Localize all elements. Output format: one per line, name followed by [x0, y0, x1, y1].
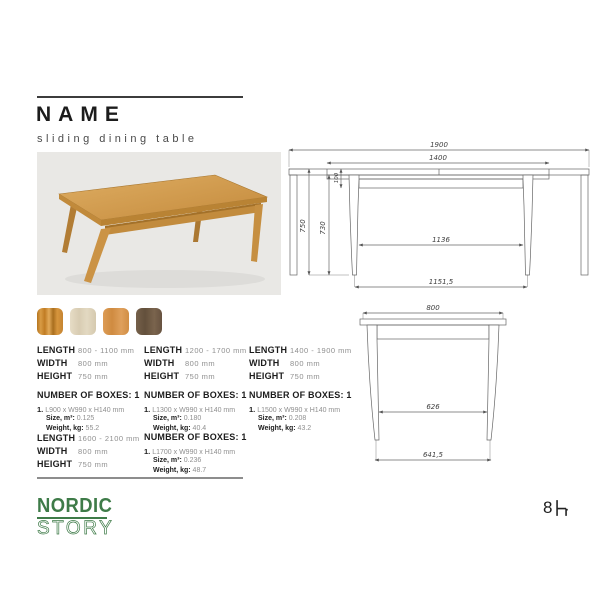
dim-leg-span-inner: 1136	[432, 236, 450, 244]
size-value: 0.208	[288, 415, 307, 422]
swatch-walnut	[136, 308, 162, 335]
height-label: HEIGHT	[249, 371, 285, 381]
table-photo-illustration	[37, 152, 281, 295]
front-view-drawing	[285, 136, 597, 303]
size-value: 0.180	[183, 415, 202, 422]
width-label: WIDTH	[37, 358, 68, 368]
length-value: 1400 - 1900 mm	[290, 346, 352, 355]
spec-block-2	[144, 344, 250, 434]
page-title: NAME	[36, 103, 126, 126]
weight-value: 48.7	[192, 467, 207, 474]
length-value: 1600 - 2100 mm	[78, 434, 140, 443]
height-value: 750 mm	[78, 460, 109, 469]
swatch-oak-natural	[37, 308, 63, 335]
boxes-title: NUMBER OF BOXES: 1	[37, 390, 140, 400]
side-view-drawing	[343, 300, 599, 485]
wood-finish-swatches	[37, 308, 162, 335]
page-footer	[543, 499, 569, 517]
weight-label: Weight, kg:	[258, 425, 296, 432]
box-index: 1.	[249, 405, 256, 414]
page-number: 8	[543, 498, 553, 517]
swatch-oak-light	[103, 308, 129, 335]
boxes-title: NUMBER OF BOXES: 1	[144, 432, 247, 442]
dim-depth: 800	[426, 304, 440, 312]
footer-rule	[37, 477, 243, 479]
height-value: 750 mm	[78, 372, 109, 381]
height-value: 750 mm	[290, 372, 321, 381]
size-value: 0.125	[76, 415, 95, 422]
size-label: Size, m³:	[153, 457, 182, 464]
dim-side-span-floor: 641,5	[422, 451, 444, 459]
box-dims: L1300 x W990 x H140 mm	[152, 407, 236, 414]
length-label: LENGTH	[144, 345, 183, 355]
weight-label: Weight, kg:	[46, 425, 84, 432]
width-value: 800 mm	[185, 359, 216, 368]
spec-block-1	[37, 344, 143, 434]
weight-label: Weight, kg:	[153, 425, 191, 432]
length-label: LENGTH	[37, 433, 76, 443]
width-value: 800 mm	[290, 359, 321, 368]
width-label: WIDTH	[144, 358, 175, 368]
height-label: HEIGHT	[37, 459, 73, 469]
box-dims: L1700 x W990 x H140 mm	[152, 449, 236, 456]
logo-line-story: STORY	[37, 518, 115, 539]
height-value: 750 mm	[185, 372, 216, 381]
weight-label: Weight, kg:	[153, 467, 191, 474]
dim-leg-span-floor: 1151,5	[428, 278, 454, 286]
swatch-oak-bleached	[70, 308, 96, 335]
height-label: HEIGHT	[37, 371, 73, 381]
boxes-title: NUMBER OF BOXES: 1	[249, 390, 352, 400]
width-label: WIDTH	[37, 446, 68, 456]
weight-value: 40.4	[192, 425, 207, 432]
box-dims: L1500 x W990 x H140 mm	[257, 407, 341, 414]
logo-line-nordic: NORDIC	[37, 495, 113, 517]
size-label: Size, m³:	[153, 415, 182, 422]
length-label: LENGTH	[249, 345, 288, 355]
width-value: 800 mm	[78, 359, 109, 368]
height-label: HEIGHT	[144, 371, 180, 381]
spec-block-4	[37, 432, 143, 471]
boxes-title: NUMBER OF BOXES: 1	[144, 390, 247, 400]
length-value: 1200 - 1700 mm	[185, 346, 247, 355]
length-label: LENGTH	[37, 345, 76, 355]
dim-total-length: 1900	[430, 141, 448, 149]
page-subtitle: sliding dining table	[37, 133, 198, 145]
header-rule	[37, 96, 243, 98]
length-value: 800 - 1100 mm	[78, 346, 135, 355]
box-index: 1.	[144, 405, 151, 414]
weight-value: 43.2	[297, 425, 312, 432]
width-value: 800 mm	[78, 447, 109, 456]
width-label: WIDTH	[249, 358, 280, 368]
chair-icon	[553, 499, 569, 517]
brand-logo	[37, 496, 119, 539]
size-label: Size, m³:	[258, 415, 287, 422]
box-dims: L900 x W990 x H140 mm	[45, 407, 125, 414]
product-photo	[37, 152, 281, 295]
size-label: Size, m³:	[46, 415, 75, 422]
dim-inner-height: 730	[319, 221, 327, 235]
box-index: 1.	[144, 447, 151, 456]
spec-block-3	[249, 344, 355, 434]
dim-top-length: 1400	[429, 154, 447, 162]
box-index: 1.	[37, 405, 44, 414]
dim-height: 750	[299, 219, 307, 233]
spec-block-5	[144, 432, 250, 476]
dim-side-span-inner: 626	[426, 403, 440, 411]
size-value: 0.236	[183, 457, 202, 464]
dim-apron-height: 100	[334, 172, 340, 184]
weight-value: 55.2	[85, 425, 100, 432]
